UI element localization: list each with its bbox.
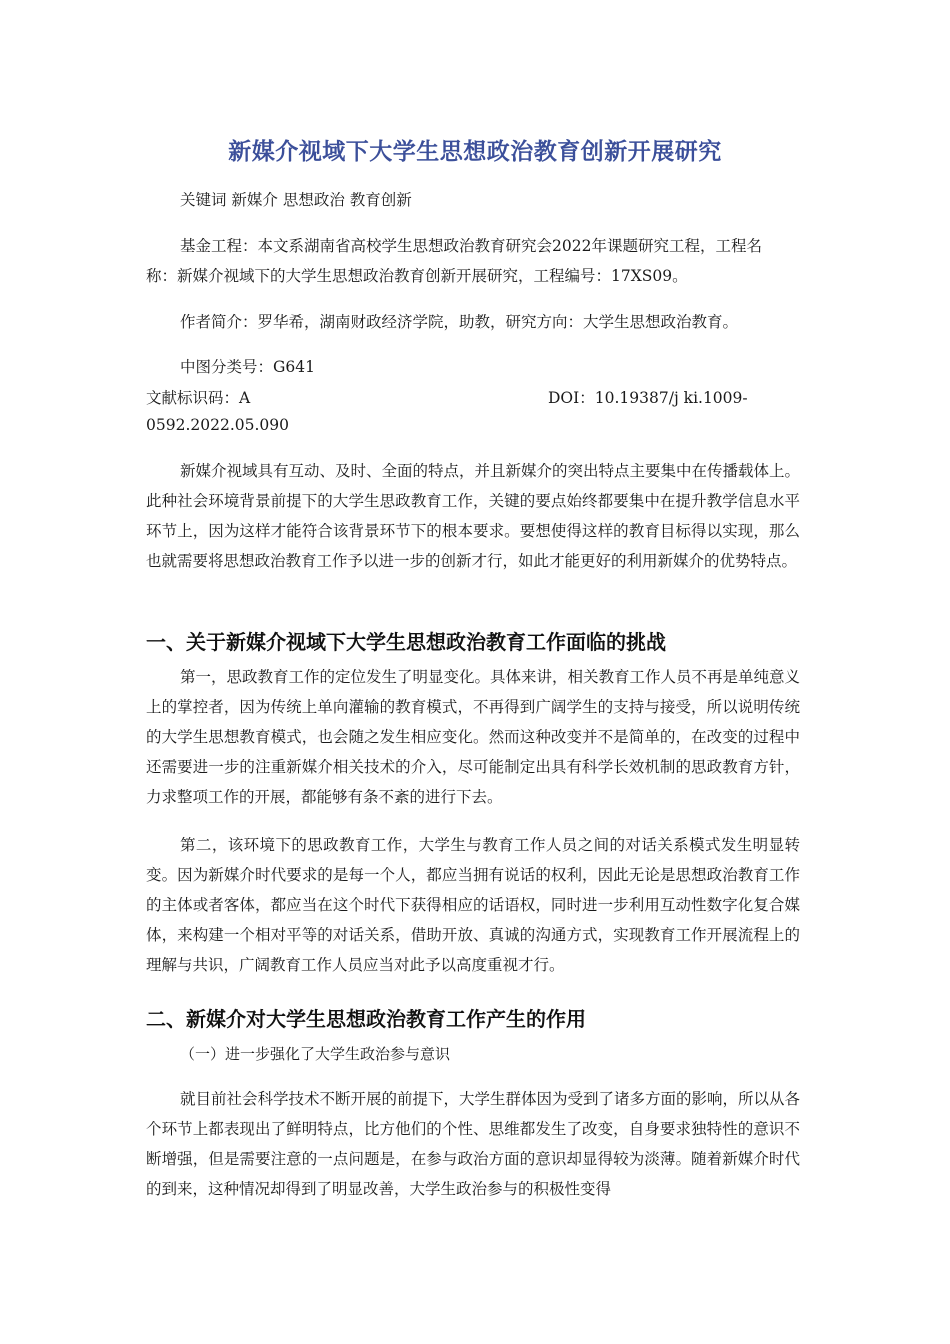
fund-line-2: 称：新媒介视域下的大学生思想政治教育创新开展研究，工程编号：17XS09。 xyxy=(146,267,688,285)
section-1-paragraph-1: 第一，思政教育工作的定位发生了明显变化。具体来讲，相关教育工作人员不再是单纯意义上的掌控者，因为传统上单向灌输的教育模式，不再得到广阔学生的支持与接受，所以说明传统的大学生思想教育模式，也会随之发生相应变化。然而这种改变并不是简单的，在改变的过程中还需要进一步的注重新媒介相关技术的介入，尽可能制定出具有科学长效机制的思政教育方针，力求整项工作的开展，都能够有条不紊的进行下去。 xyxy=(146,668,801,806)
section-2-paragraph-1: 就目前社会科学技术不断开展的前提下，大学生群体因为受到了诸多方面的影响，所以从各个环节上都表现出了鲜明特点，比方他们的个性、思维都发生了改变，自身要求独特性的意识不断增强，但是需要注意的一点问题是，在参与政治方面的意识却显得较为淡薄。随着新媒介时代的到来，这种情况却得到了明显改善，大学生政治参与的积极性变得 xyxy=(146,1090,801,1198)
doi-part-2: 0592.2022.05.090 xyxy=(146,416,289,434)
fund-line-1: 基金工程：本文系湖南省高校学生思想政治教育研究会2022年课题研究工程，工程名 xyxy=(180,237,762,255)
intro-paragraph: 新媒介视域具有互动、及时、全面的特点，并且新媒介的突出特点主要集中在传播载体上。此种社会环境背景前提下的大学生思政教育工作，关键的要点始终都要集中在提升教学信息水平环节上，因为这样才能符合该背景环节下的根本要求。要想使得这样的教育目标得以实现，那么也就需要将思想政治教育工作予以进一步的创新才行，如此才能更好的利用新媒介的优势特点。 xyxy=(146,462,801,570)
author-intro: 作者简介：罗华希，湖南财政经济学院，助教，研究方向：大学生思想政治教育。 xyxy=(180,313,739,331)
clc-number: 中图分类号：G641 xyxy=(180,358,315,376)
subsection-heading: （一）进一步强化了大学生政治参与意识 xyxy=(180,1045,451,1063)
section-1-paragraph-2: 第二，该环境下的思政教育工作，大学生与教育工作人员之间的对话关系模式发生明显转变。因为新媒介时代要求的是每一个人，都应当拥有说话的权利，因此无论是思想政治教育工作的主体或者客体，都应当在这个时代下获得相应的话语权，同时进一步利用互动性数字化复合媒体，来构建一个相对平等的对话关系，借助开放、真诚的沟通方式，实现教育工作开展流程上的理解与共识，广阔教育工作人员应当对此予以高度重视才行。 xyxy=(146,836,800,974)
section-2-heading: 二、新媒介对大学生思想政治教育工作产生的作用 xyxy=(146,1007,586,1031)
section-1-heading: 一、关于新媒介视域下大学生思想政治教育工作面临的挑战 xyxy=(146,630,666,654)
document-code: 文献标识码：A xyxy=(146,389,251,407)
doi-part-1: DOI：10.19387/j ki.1009- xyxy=(548,389,748,407)
document-title: 新媒介视域下大学生思想政治教育创新开展研究 xyxy=(228,139,722,165)
keywords-line: 关键词 新媒介 思想政治 教育创新 xyxy=(180,191,412,209)
